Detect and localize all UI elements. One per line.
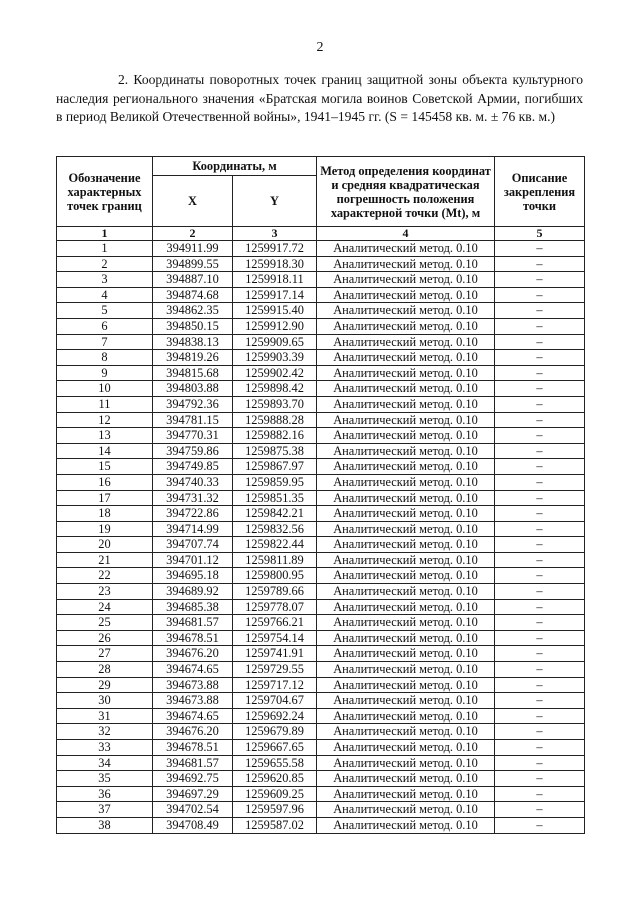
coord-y: 1259778.07 [233,599,317,615]
description: – [495,817,585,833]
method: Аналитический метод. 0.10 [317,817,495,833]
coord-x: 394674.65 [153,708,233,724]
point-id: 28 [57,662,153,678]
method: Аналитический метод. 0.10 [317,755,495,771]
table-row [57,755,585,771]
description: – [495,630,585,646]
method: Аналитический метод. 0.10 [317,428,495,444]
coord-x: 394770.31 [153,428,233,444]
description: – [495,459,585,475]
description: – [495,755,585,771]
table-row [57,615,585,631]
coord-x: 394695.18 [153,568,233,584]
coord-y: 1259909.65 [233,334,317,350]
table-row [57,817,585,833]
method: Аналитический метод. 0.10 [317,584,495,600]
method: Аналитический метод. 0.10 [317,552,495,568]
point-id: 7 [57,334,153,350]
page-number: 2 [316,40,324,55]
table-row [57,506,585,522]
method: Аналитический метод. 0.10 [317,724,495,740]
table-row [57,459,585,475]
coord-x: 394792.36 [153,396,233,412]
description: – [495,318,585,334]
point-id: 11 [57,396,153,412]
method: Аналитический метод. 0.10 [317,490,495,506]
coord-y: 1259918.30 [233,256,317,272]
coord-x: 394702.54 [153,802,233,818]
column-number: 4 [317,227,495,241]
table-row [57,646,585,662]
coord-x: 394674.65 [153,662,233,678]
coord-y: 1259597.96 [233,802,317,818]
description: – [495,786,585,802]
description: – [495,303,585,319]
method: Аналитический метод. 0.10 [317,537,495,553]
table-row [57,241,585,257]
header-method: Метод определения координат и средняя квадратическая погрешность положения характерной точки (Mt), м [317,157,495,227]
point-id: 30 [57,693,153,709]
point-id: 24 [57,599,153,615]
point-id: 19 [57,521,153,537]
point-id: 21 [57,552,153,568]
coord-x: 394749.85 [153,459,233,475]
column-number: 1 [57,227,153,241]
coord-y: 1259851.35 [233,490,317,506]
table-row [57,662,585,678]
description: – [495,443,585,459]
coord-y: 1259893.70 [233,396,317,412]
method: Аналитический метод. 0.10 [317,334,495,350]
point-id: 17 [57,490,153,506]
table-row [57,474,585,490]
header-x: X [153,176,233,227]
table-row [57,396,585,412]
coord-x: 394681.57 [153,755,233,771]
description: – [495,693,585,709]
point-id: 37 [57,802,153,818]
table-row [57,708,585,724]
point-id: 3 [57,272,153,288]
coord-x: 394681.57 [153,615,233,631]
table-row [57,256,585,272]
description: – [495,552,585,568]
coord-y: 1259917.72 [233,241,317,257]
description: – [495,662,585,678]
description: – [495,568,585,584]
coord-y: 1259859.95 [233,474,317,490]
coord-y: 1259789.66 [233,584,317,600]
table-row [57,490,585,506]
method: Аналитический метод. 0.10 [317,646,495,662]
description: – [495,724,585,740]
coord-x: 394781.15 [153,412,233,428]
method: Аналитический метод. 0.10 [317,303,495,319]
coord-x: 394740.33 [153,474,233,490]
point-id: 4 [57,287,153,303]
coord-x: 394714.99 [153,521,233,537]
table-row [57,381,585,397]
coord-x: 394678.51 [153,740,233,756]
coord-x: 394731.32 [153,490,233,506]
description: – [495,771,585,787]
description: – [495,396,585,412]
description: – [495,677,585,693]
table-row [57,537,585,553]
coord-y: 1259667.65 [233,740,317,756]
coord-x: 394722.86 [153,506,233,522]
coord-y: 1259842.21 [233,506,317,522]
table-row [57,724,585,740]
coord-y: 1259832.56 [233,521,317,537]
table-row [57,334,585,350]
method: Аналитический метод. 0.10 [317,443,495,459]
table-row [57,272,585,288]
point-id: 2 [57,256,153,272]
point-id: 8 [57,350,153,366]
coord-x: 394874.68 [153,287,233,303]
header-coordinates: Координаты, м [153,157,317,176]
table-row [57,802,585,818]
method: Аналитический метод. 0.10 [317,241,495,257]
point-id: 35 [57,771,153,787]
method: Аналитический метод. 0.10 [317,474,495,490]
column-number: 2 [153,227,233,241]
coord-y: 1259692.24 [233,708,317,724]
point-id: 26 [57,630,153,646]
description: – [495,256,585,272]
method: Аналитический метод. 0.10 [317,662,495,678]
table-row [57,771,585,787]
coord-y: 1259741.91 [233,646,317,662]
point-id: 16 [57,474,153,490]
table-row [57,303,585,319]
coord-y: 1259704.67 [233,693,317,709]
header-y: Y [233,176,317,227]
coord-y: 1259717.12 [233,677,317,693]
description: – [495,615,585,631]
coord-x: 394676.20 [153,724,233,740]
point-id: 25 [57,615,153,631]
coord-y: 1259822.44 [233,537,317,553]
method: Аналитический метод. 0.10 [317,521,495,537]
point-id: 32 [57,724,153,740]
table-body [57,241,585,834]
coord-y: 1259655.58 [233,755,317,771]
description: – [495,646,585,662]
point-id: 27 [57,646,153,662]
coord-x: 394701.12 [153,552,233,568]
description: – [495,521,585,537]
point-id: 36 [57,786,153,802]
table-row [57,552,585,568]
method: Аналитический метод. 0.10 [317,412,495,428]
coord-y: 1259915.40 [233,303,317,319]
coord-y: 1259903.39 [233,350,317,366]
point-id: 14 [57,443,153,459]
point-id: 20 [57,537,153,553]
coord-x: 394911.99 [153,241,233,257]
table-row [57,786,585,802]
method: Аналитический метод. 0.10 [317,396,495,412]
description: – [495,506,585,522]
table-row [57,412,585,428]
description: – [495,584,585,600]
column-number-row [57,227,585,241]
coord-x: 394689.92 [153,584,233,600]
point-id: 29 [57,677,153,693]
intro-text: 2. Координаты поворотных точек границ защитной зоны объекта культурного наследия регионального значения «Братская могила воинов Советской Армии, погибших в период Великой Отечественной войны», 1941–1945 гг. (S = 145458 кв. м. ± 76 кв. м.) [56,72,583,124]
table-row [57,350,585,366]
coord-y: 1259888.28 [233,412,317,428]
table-row [57,693,585,709]
table-row [57,443,585,459]
header-description: Описание закрепления точки [495,157,585,227]
coord-y: 1259729.55 [233,662,317,678]
method: Аналитический метод. 0.10 [317,599,495,615]
method: Аналитический метод. 0.10 [317,318,495,334]
description: – [495,272,585,288]
coord-x: 394708.49 [153,817,233,833]
description: – [495,490,585,506]
method: Аналитический метод. 0.10 [317,630,495,646]
table-row [57,365,585,381]
description: – [495,474,585,490]
coord-y: 1259918.11 [233,272,317,288]
coord-y: 1259912.90 [233,318,317,334]
coord-x: 394697.29 [153,786,233,802]
coord-x: 394676.20 [153,646,233,662]
method: Аналитический метод. 0.10 [317,256,495,272]
method: Аналитический метод. 0.10 [317,459,495,475]
point-id: 34 [57,755,153,771]
coord-x: 394838.13 [153,334,233,350]
point-id: 18 [57,506,153,522]
description: – [495,412,585,428]
method: Аналитический метод. 0.10 [317,615,495,631]
point-id: 13 [57,428,153,444]
description: – [495,350,585,366]
coord-x: 394759.86 [153,443,233,459]
method: Аналитический метод. 0.10 [317,771,495,787]
coord-x: 394850.15 [153,318,233,334]
table-row [57,428,585,444]
method: Аналитический метод. 0.10 [317,677,495,693]
method: Аналитический метод. 0.10 [317,740,495,756]
method: Аналитический метод. 0.10 [317,693,495,709]
coord-y: 1259867.97 [233,459,317,475]
coord-y: 1259754.14 [233,630,317,646]
column-number: 5 [495,227,585,241]
coord-y: 1259902.42 [233,365,317,381]
method: Аналитический метод. 0.10 [317,287,495,303]
coord-y: 1259882.16 [233,428,317,444]
coord-y: 1259917.14 [233,287,317,303]
description: – [495,365,585,381]
coord-x: 394692.75 [153,771,233,787]
method: Аналитический метод. 0.10 [317,365,495,381]
point-id: 22 [57,568,153,584]
coord-y: 1259609.25 [233,786,317,802]
coord-x: 394673.88 [153,677,233,693]
coord-y: 1259875.38 [233,443,317,459]
table-row [57,584,585,600]
coord-y: 1259811.89 [233,552,317,568]
table-row [57,630,585,646]
method: Аналитический метод. 0.10 [317,381,495,397]
coord-y: 1259898.42 [233,381,317,397]
method: Аналитический метод. 0.10 [317,708,495,724]
coord-y: 1259620.85 [233,771,317,787]
coord-x: 394803.88 [153,381,233,397]
intro-paragraph [56,71,583,127]
description: – [495,334,585,350]
description: – [495,428,585,444]
description: – [495,599,585,615]
point-id: 5 [57,303,153,319]
point-id: 38 [57,817,153,833]
method: Аналитический метод. 0.10 [317,802,495,818]
table-row [57,677,585,693]
point-id: 15 [57,459,153,475]
coord-x: 394862.35 [153,303,233,319]
coord-y: 1259679.89 [233,724,317,740]
coord-y: 1259800.95 [233,568,317,584]
table-row [57,740,585,756]
coord-y: 1259766.21 [233,615,317,631]
coordinates-table [56,156,585,834]
point-id: 6 [57,318,153,334]
method: Аналитический метод. 0.10 [317,272,495,288]
point-id: 31 [57,708,153,724]
description: – [495,381,585,397]
method: Аналитический метод. 0.10 [317,350,495,366]
table-row [57,521,585,537]
description: – [495,287,585,303]
coord-y: 1259587.02 [233,817,317,833]
header-designation: Обозначение характерных точек границ [57,157,153,227]
coord-x: 394707.74 [153,537,233,553]
method: Аналитический метод. 0.10 [317,786,495,802]
coord-x: 394678.51 [153,630,233,646]
method: Аналитический метод. 0.10 [317,506,495,522]
table-row [57,287,585,303]
description: – [495,802,585,818]
description: – [495,740,585,756]
coord-x: 394887.10 [153,272,233,288]
description: – [495,241,585,257]
point-id: 23 [57,584,153,600]
description: – [495,537,585,553]
method: Аналитический метод. 0.10 [317,568,495,584]
point-id: 9 [57,365,153,381]
coord-x: 394899.55 [153,256,233,272]
coord-x: 394673.88 [153,693,233,709]
table-row [57,599,585,615]
coord-x: 394815.68 [153,365,233,381]
table-row [57,318,585,334]
coord-x: 394819.26 [153,350,233,366]
table-row [57,568,585,584]
column-number: 3 [233,227,317,241]
description: – [495,708,585,724]
point-id: 33 [57,740,153,756]
coord-x: 394685.38 [153,599,233,615]
point-id: 1 [57,241,153,257]
point-id: 12 [57,412,153,428]
point-id: 10 [57,381,153,397]
